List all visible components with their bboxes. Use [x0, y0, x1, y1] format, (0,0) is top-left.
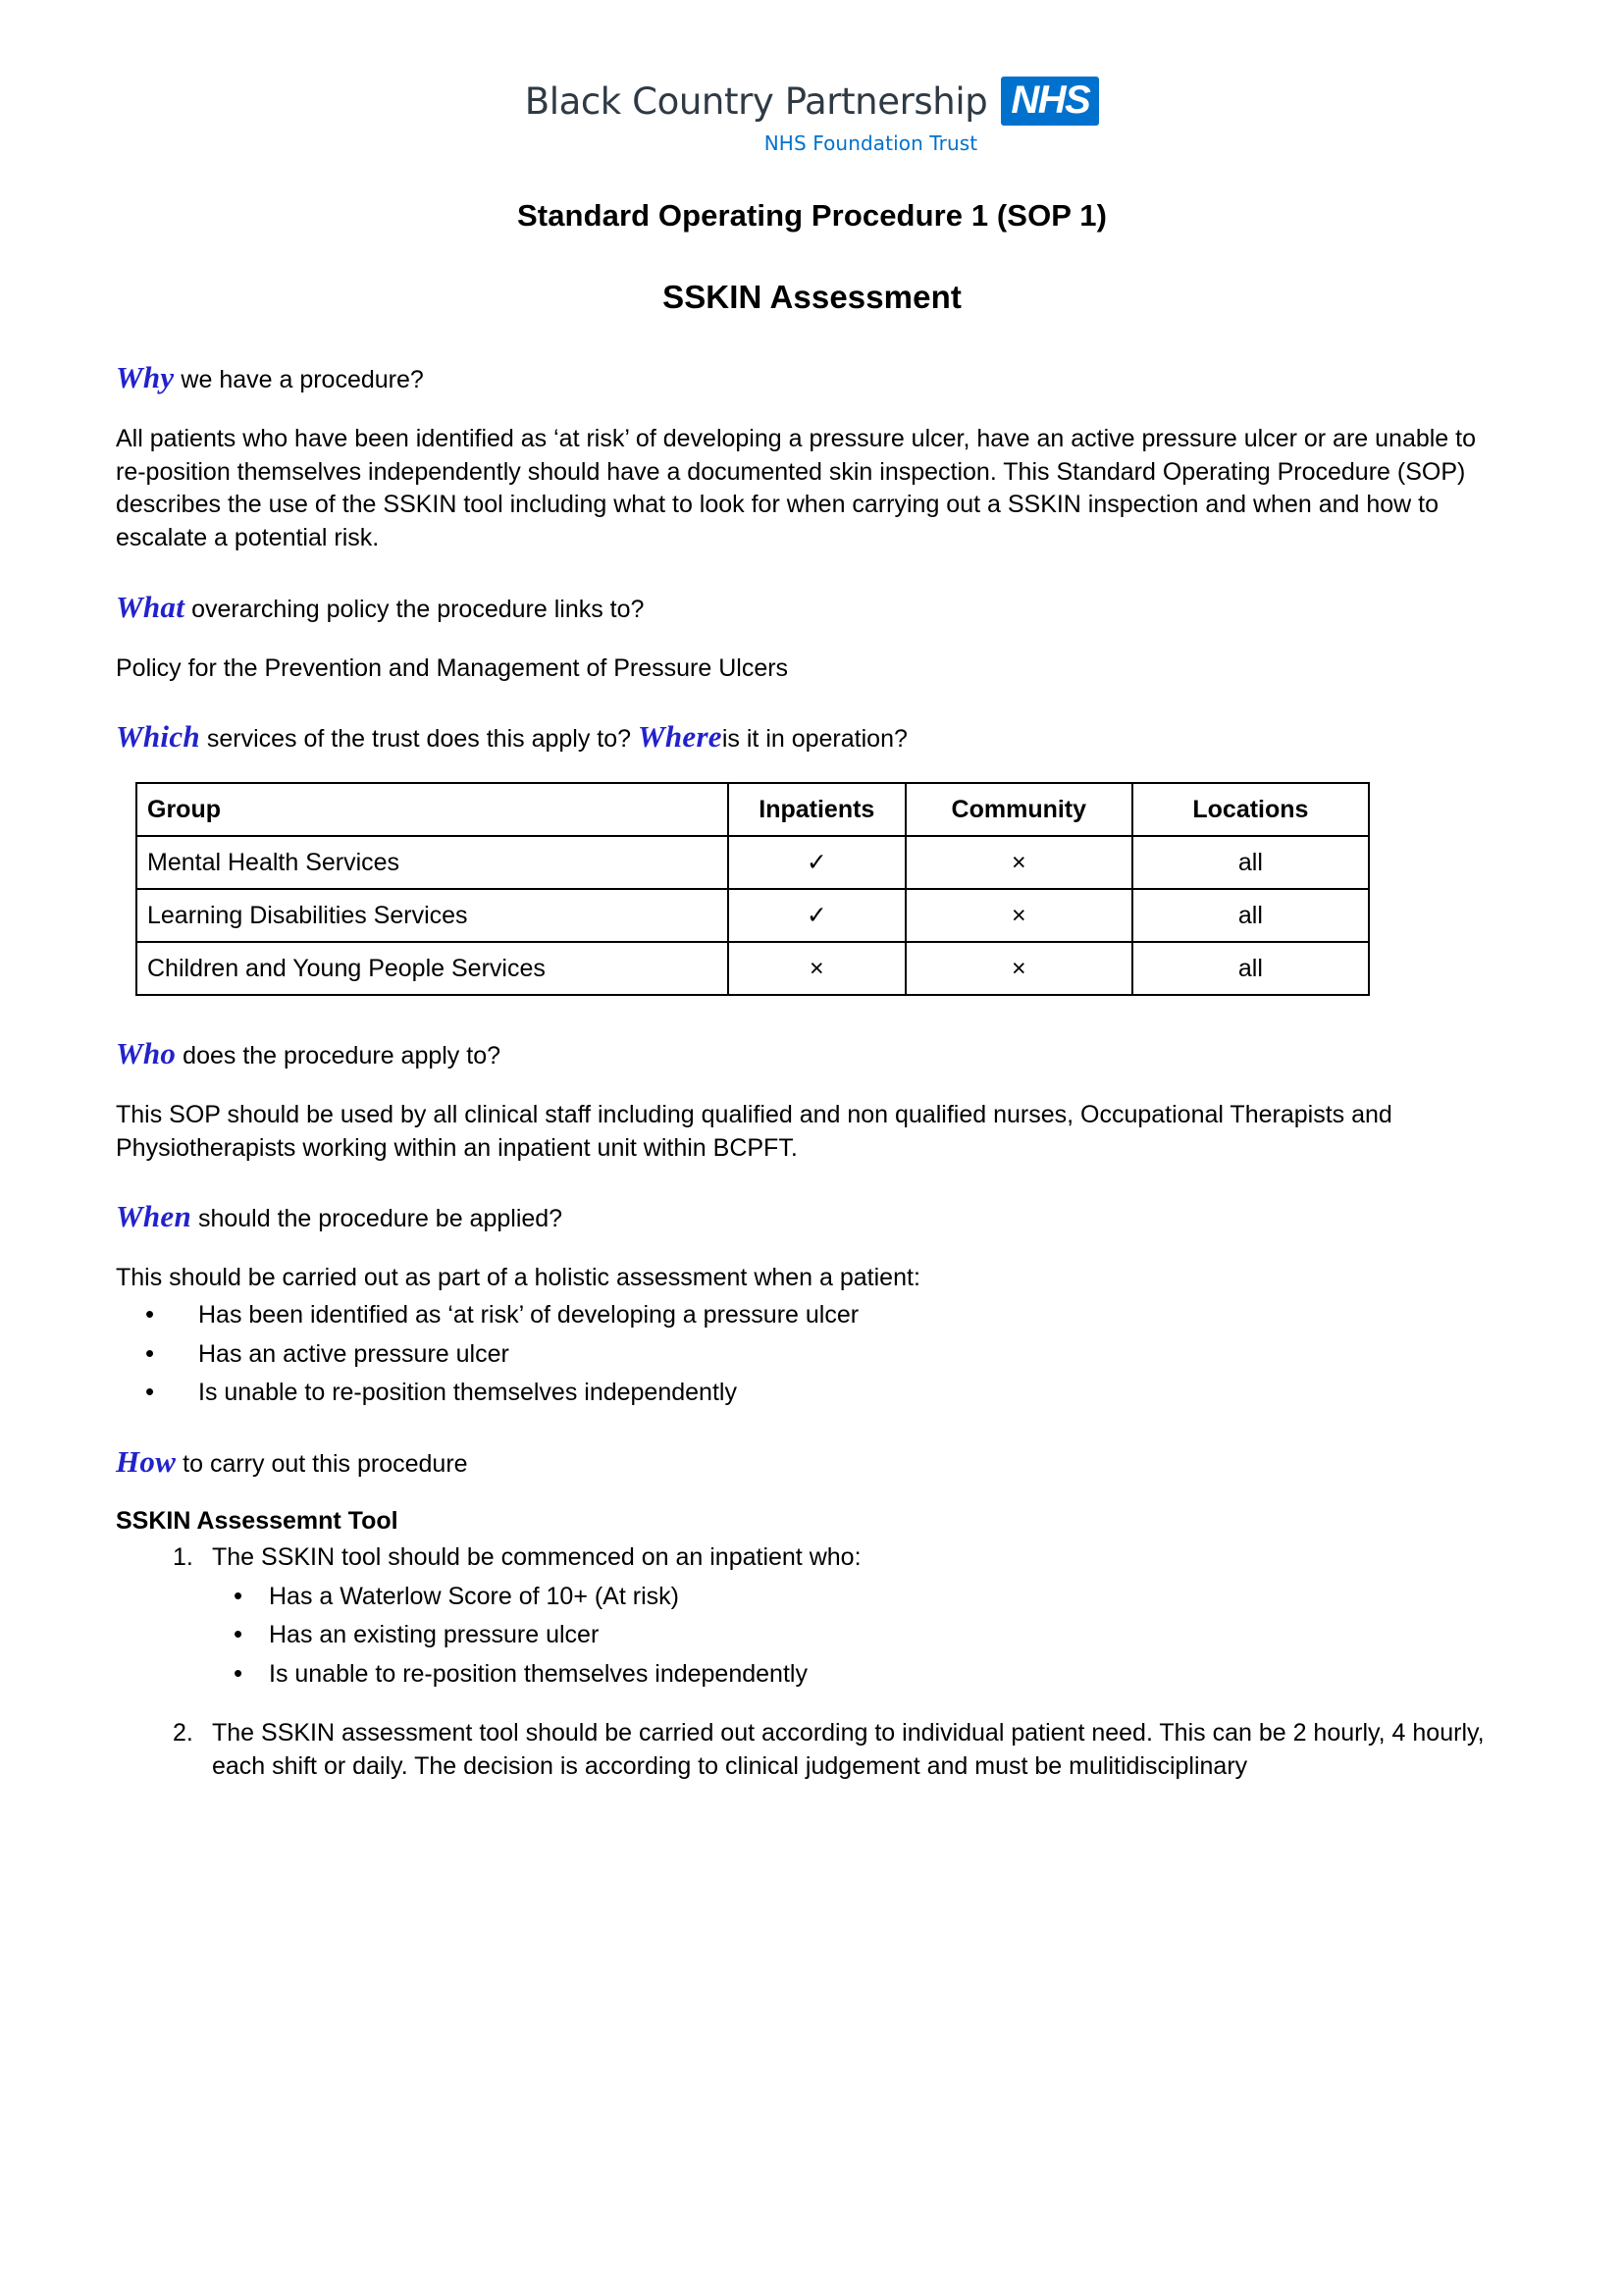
list-item: • Has been identified as ‘at risk’ of developing a pressure ulcer [116, 1299, 1508, 1332]
step-text: The SSKIN tool should be commenced on an inpatient who: [212, 1542, 862, 1571]
heading-what-word: What [116, 589, 185, 624]
heading-who-word: Who [116, 1036, 177, 1070]
who-body: This SOP should be used by all clinical staff including qualified and non qualified nurses, Occupational Therapists and Physiotherapists working within an inpatient unit within BCPFT. [116, 1100, 1392, 1162]
table-cell-inpatients: ✓ [728, 836, 906, 889]
heading-why [116, 359, 1508, 397]
list-item: • Is unable to re-position themselves independently [116, 1377, 1508, 1410]
table-cell-locations: all [1132, 889, 1369, 942]
heading-why-word: Why [116, 360, 175, 394]
table-cell-community: × [906, 836, 1132, 889]
table-row [136, 836, 1369, 889]
table-cell-community: × [906, 942, 1132, 995]
page-title: Standard Operating Procedure 1 (SOP 1) [517, 198, 1107, 233]
heading-which-word: Which [116, 719, 200, 755]
heading-what [116, 589, 1508, 627]
heading-why-rest: we have a procedure? [174, 366, 424, 393]
what-body: Policy for the Prevention and Management of Pressure Ulcers [116, 653, 789, 682]
table-row [136, 889, 1369, 942]
heading-how-rest: to carry out this procedure [176, 1450, 468, 1478]
table-cell-locations: all [1132, 942, 1369, 995]
heading-where-word: Where [637, 719, 722, 755]
list-item [116, 1541, 1508, 1692]
table-header-locations: Locations [1132, 783, 1369, 836]
heading-what-rest: overarching policy the procedure links to? [184, 595, 645, 623]
page-subtitle: SSKIN Assessment [662, 279, 962, 315]
step-sub-list [212, 1581, 1508, 1692]
heading-who-rest: does the procedure apply to? [176, 1042, 501, 1069]
table-cell-inpatients: ✓ [728, 889, 906, 942]
heading-which-rest: services of the trust does this apply to? [199, 725, 638, 754]
list-item: • Is unable to re-position themselves independently [212, 1658, 1508, 1692]
logo-row [525, 77, 1100, 126]
heading-when-rest: should the procedure be applied? [191, 1205, 563, 1233]
table-header-inpatients: Inpatients [728, 783, 906, 836]
heading-where-rest: is it in operation? [721, 725, 908, 754]
table-cell-inpatients: × [728, 942, 906, 995]
heading-which-where [116, 718, 1508, 756]
list-item: • Has an active pressure ulcer [116, 1338, 1508, 1372]
list-item: • Has an existing pressure ulcer [212, 1619, 1508, 1652]
step-text: The SSKIN assessment tool should be carried out according to individual patient need. This can be 2 hourly, 4 hourly, each shift or daily. The decision is according to clinical judgement and must be mulitidisciplinary [212, 1718, 1485, 1780]
services-table [135, 782, 1370, 996]
trust-foundation-text: NHS Foundation Trust [763, 131, 978, 155]
table-row [136, 942, 1369, 995]
heading-how [116, 1443, 1508, 1482]
nhs-logo-icon: NHS [1001, 77, 1099, 126]
heading-who [116, 1035, 1508, 1073]
heading-when [116, 1198, 1508, 1236]
when-intro: This should be carried out as part of a holistic assessment when a patient: [116, 1264, 920, 1291]
table-cell-locations: all [1132, 836, 1369, 889]
table-header-community: Community [906, 783, 1132, 836]
table-header-group: Group [136, 783, 728, 836]
sskin-tool-heading: SSKIN Assessemnt Tool [116, 1506, 398, 1535]
table-cell-community: × [906, 889, 1132, 942]
when-bullet-list [116, 1299, 1508, 1410]
table-cell-group: Children and Young People Services [136, 942, 728, 995]
trust-logo [116, 77, 1508, 155]
trust-name-text: Black Country Partnership [524, 79, 988, 123]
how-steps-list [116, 1541, 1508, 1784]
heading-how-word: How [116, 1444, 177, 1479]
table-cell-group: Mental Health Services [136, 836, 728, 889]
table-cell-group: Learning Disabilities Services [136, 889, 728, 942]
table-header-row [136, 783, 1369, 836]
list-item [116, 1717, 1508, 1784]
why-body: All patients who have been identified as ‘at risk’ of developing a pressure ulcer, have an active pressure ulcer or are unable to re-position themselves independently should have a documented skin inspection. This Standard Operating Procedure (SOP) describes the use of the SSKIN tool including what to look for when carrying out a SSKIN inspection and when and how to escalate a potential risk. [116, 424, 1476, 551]
heading-when-word: When [116, 1199, 192, 1234]
list-item: • Has a Waterlow Score of 10+ (At risk) [212, 1581, 1508, 1614]
